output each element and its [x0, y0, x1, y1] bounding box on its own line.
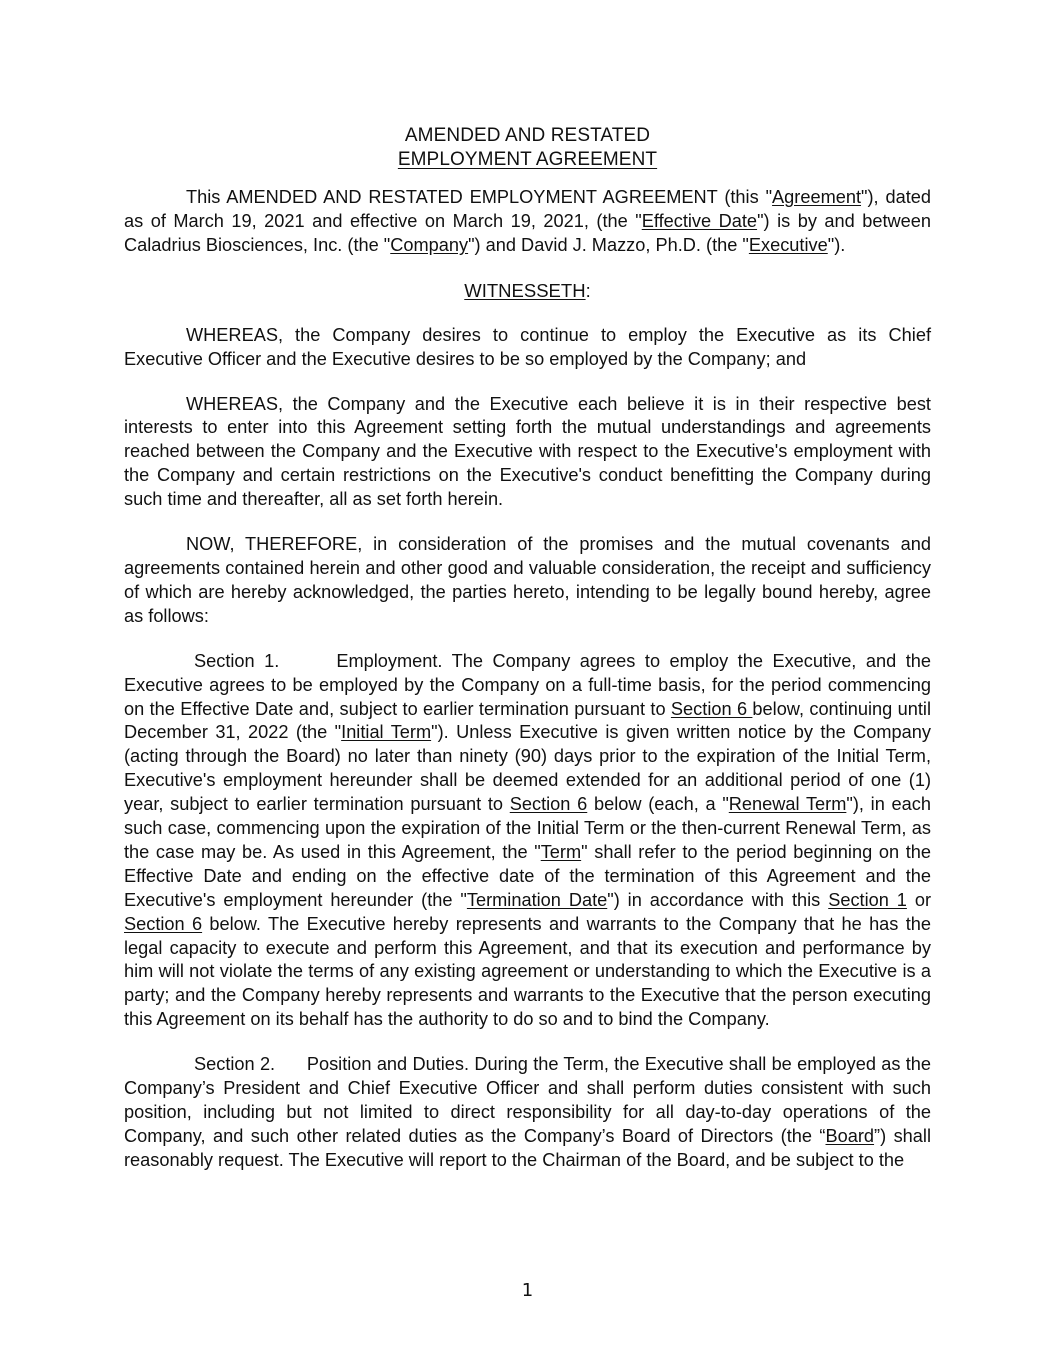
- witnesseth-colon: :: [585, 279, 591, 301]
- defined-term-executive: Executive: [748, 234, 828, 255]
- page-number: 1: [521, 1280, 534, 1301]
- text-run: Position and Duties. During the Term, the Executive shall be employed as the Company’s President and Chief Executive Officer and shall perform duties consistent with such position, including but not limited to direct responsibility for all day-to-day operations of the Company, and such other related duties as the Company’s Board of Directors (the “: [124, 1054, 931, 1146]
- intro-paragraph: [124, 186, 931, 258]
- whereas-paragraph-1: WHEREAS, the Company desires to continue to employ the Executive as its Chief Executive Officer and the Executive desires to be so employed by the Company; and: [124, 324, 931, 369]
- witnesseth-label: WITNESSETH: [464, 279, 586, 301]
- text-run: " shall refer to the period beginning on the Effective Date and ending on the effective date of the termination of this Agreement and the Executive's employment hereunder (the ": [124, 841, 932, 910]
- whereas-paragraph-2: WHEREAS, the Company and the Executive each believe it is in their respective best interests to enter into this Agreement setting forth the mutual understandings and agreements reached between the Company and the Executive with respect to the Executive's employment with the Company and certain restrictions on the Executive's conduct benefitting the Company during such time and thereafter, all as set forth herein.: [124, 393, 931, 510]
- text-run: below, continuing until December 31, 2022 (the ": [124, 698, 931, 743]
- defined-term-effective-date: Effective Date: [641, 210, 758, 231]
- section-2-paragraph: [124, 1053, 931, 1173]
- text-run: "), dated as of March 19, 2021 and effective on March 19, 2021, (the ": [124, 187, 932, 231]
- section-reference: Section 6: [670, 698, 753, 719]
- text-run: below (each, a ": [587, 794, 729, 815]
- text-run: "). Unless Executive is given written notice by the Company (acting through the Board) no later than ninety (90) days prior to the expiration of the Initial Term, Executive's employment hereunder shall be deemed extended for an additional period of one (1) year, subject to earlier termination pursuant to: [124, 722, 931, 815]
- defined-term-company: Company: [390, 234, 469, 255]
- section-1-paragraph: [124, 650, 931, 1033]
- text-run: Employment. The Company agrees to employ the Executive, and the Executive agrees to be employed by the Company on a full-time basis, for the period commencing on the Effective Date and, subject to earlier termination pursuant to: [124, 650, 931, 719]
- title-line-2: EMPLOYMENT AGREEMENT: [397, 149, 658, 170]
- document-title: [124, 124, 931, 172]
- text-run: "), in each such case, commencing upon the expiration of the Initial Term or the then-current Renewal Term, as the case may be. As used in this Agreement, the ": [124, 794, 931, 862]
- section-1-label: Section 1.: [194, 650, 280, 671]
- text-run: ”) shall reasonably request. The Executive will report to the Chairman of the Board, and be subject to the: [124, 1125, 931, 1170]
- text-run: or: [906, 889, 931, 910]
- text-run: ") and David J. Mazzo, Ph.D. (the ": [468, 234, 749, 255]
- defined-term-termination-date: Termination Date: [466, 889, 608, 910]
- defined-term-agreement: Agreement: [772, 187, 862, 207]
- text-run: This AMENDED AND RESTATED EMPLOYMENT AGREEMENT (this ": [186, 187, 773, 207]
- text-run: ").: [827, 234, 846, 255]
- section-2-label: Section 2.: [194, 1054, 276, 1075]
- defined-term-board: Board: [825, 1125, 875, 1146]
- text-run: ") in accordance with this: [607, 889, 829, 910]
- title-line-1: AMENDED AND RESTATED: [404, 125, 651, 146]
- section-reference: Section 6: [509, 794, 588, 815]
- witnesseth-heading: [124, 279, 931, 303]
- now-therefore-paragraph: NOW, THEREFORE, in consideration of the promises and the mutual covenants and agreements contained herein and other good and valuable consideration, the receipt and sufficiency of which are hereby acknowledged, the parties hereto, intending to be legally bound hereby, agree as follows:: [124, 534, 931, 626]
- document-page: [124, 124, 931, 1173]
- section-reference: Section 6: [124, 913, 203, 934]
- defined-term-term: Term: [540, 841, 582, 862]
- text-run: ") is by and between Caladrius Biosciences, Inc. (the ": [124, 210, 932, 255]
- defined-term-initial-term: Initial Term: [341, 722, 432, 743]
- text-run: below. The Executive hereby represents and warrants to the Company that he has the legal capacity to execute and perform this Agreement, and that its execution and performance by him will not violate the terms of any existing agreement or understanding to which the Executive is a party; and the Company hereby represents and warrants to the Executive that the person executing this Agreement on its behalf has the authority to do so and to bind the Company.: [124, 913, 931, 1030]
- defined-term-renewal-term: Renewal Term: [728, 794, 847, 815]
- section-reference: Section 1: [828, 889, 907, 910]
